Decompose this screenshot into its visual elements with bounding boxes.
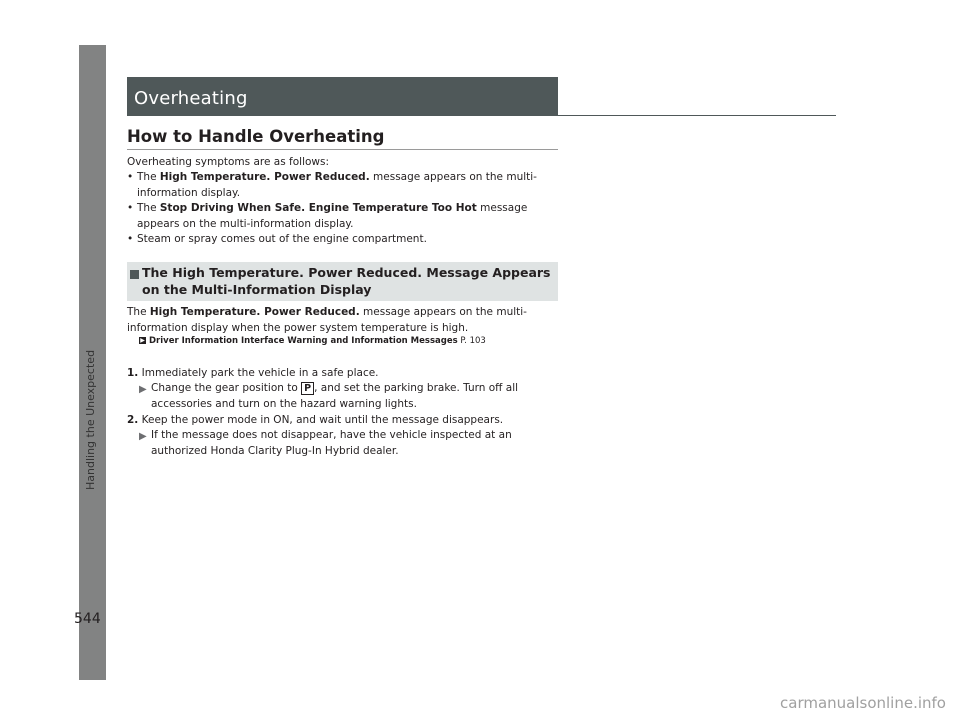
subsection-heading: The High Temperature. Power Reduced. Message Appears on the Multi-Information Display: [142, 265, 551, 297]
section-heading: How to Handle Overheating: [127, 127, 385, 146]
title-rule: [558, 115, 836, 116]
page-number: 544: [74, 611, 101, 627]
symptom-item: • Steam or spray comes out of the engine compartment.: [127, 232, 567, 248]
square-bullet-icon: [130, 270, 139, 279]
side-tab-label: Handling the Unexpected: [84, 349, 97, 490]
step-1-substep: ▶ Change the gear position to P , and set the parking brake. Turn off all accessories and turn on the hazard warning lights.: [139, 382, 519, 410]
symptom-item: • The Stop Driving When Safe. Engine Temperature Too Hot message appears on the multi-information display.: [127, 202, 528, 230]
bullet-icon: •: [127, 202, 134, 214]
step-2-substep: ▶ If the message does not disappear, have the vehicle inspected at an authorized Honda Clarity Plug-In Hybrid dealer.: [139, 429, 512, 457]
bullet-icon: •: [127, 171, 134, 183]
gear-p-icon: P: [301, 382, 314, 395]
reference-arrow-icon: ▶: [140, 337, 145, 344]
substep-arrow-icon: ▶: [139, 431, 147, 442]
cross-reference-link[interactable]: ▶ Driver Information Interface Warning and Information Messages P. 103: [140, 336, 486, 346]
description-paragraph: The High Temperature. Power Reduced. message appears on the multi-information display when the power system temperature is high.: [127, 306, 527, 334]
step-1: 1. Immediately park the vehicle in a safe place.: [127, 367, 379, 379]
bullet-icon: •: [127, 233, 134, 245]
intro-text: Overheating symptoms are as follows:: [127, 156, 330, 168]
symptom-item: • The High Temperature. Power Reduced. message appears on the multi-information display.: [127, 171, 537, 199]
step-2: 2. Keep the power mode in ON, and wait until the message disappears.: [127, 414, 504, 426]
section-rule: [127, 149, 558, 150]
page-title: Overheating: [134, 88, 248, 109]
watermark: carmanualsonline.info: [780, 694, 946, 712]
substep-arrow-icon: ▶: [139, 384, 147, 395]
